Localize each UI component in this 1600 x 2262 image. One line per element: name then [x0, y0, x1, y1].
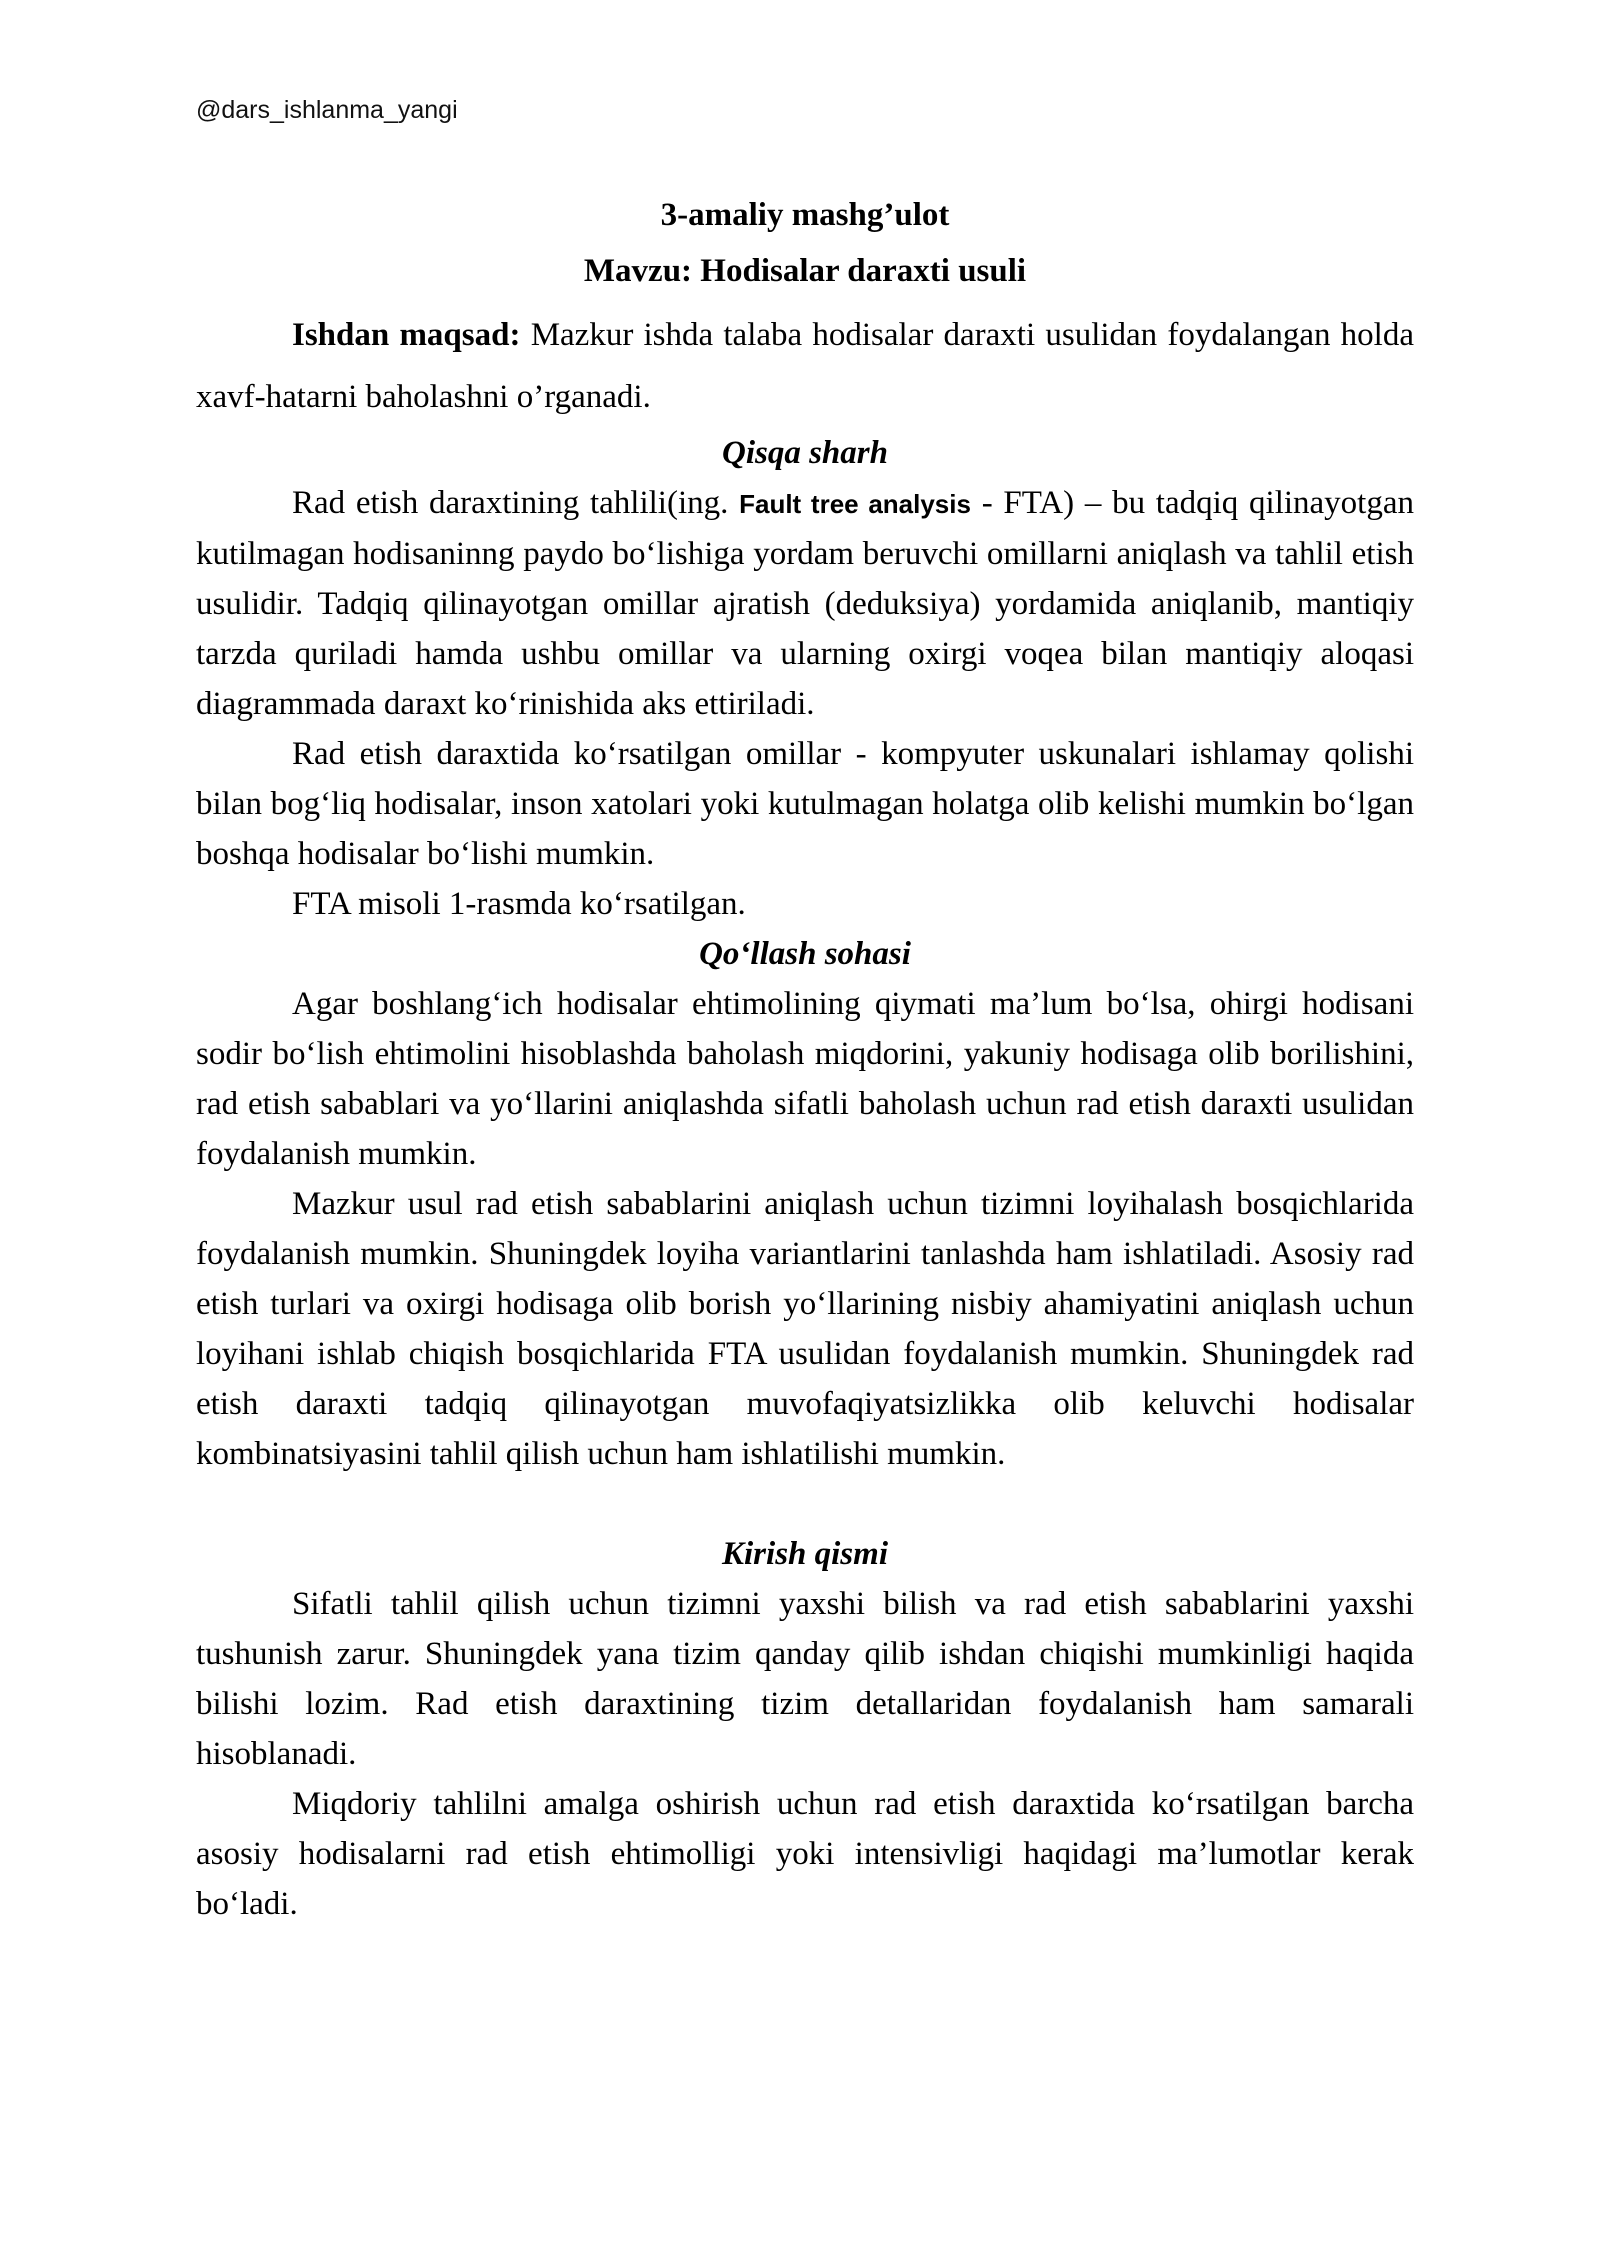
- paragraph: Mazkur usul rad etish sabablarini aniqlash uchun tizimni loyihalash bosqichlarida foydalanish mumkin. Shuningdek loyiha variantlarini tanlashda ham ishlatiladi. Asosiy rad etish turlari va oxirgi hodisaga olib borish yo‘llarining nisbiy ahamiyatini aniqlash uchun loyihani ishlab chiqish bosqichlarida FTA usulidan foydalanish mumkin. Shuningdek rad etish daraxti tadqiq qilinayotgan muvofaqiyatsizlikka olib keluvchi hodisalar kombinatsiyasini tahlil qilish uchun ham ishlatilishi mumkin.: [196, 1186, 1414, 1472]
- goal-label: Ishdan maqsad:: [292, 317, 521, 353]
- paragraph: FTA misoli 1-rasmda ko‘rsatilgan.: [292, 886, 746, 922]
- paragraph: Sifatli tahlil qilish uchun tizimni yaxshi bilish va rad etish sabablarini yaxshi tushunish zarur. Shuningdek yana tizim qanday qilib ishdan chiqishi mumkinligi haqida bilishi lozim. Rad etish daraxtining tizim detallaridan foydalanish ham samarali hisoblanadi.: [196, 1586, 1414, 1772]
- page-subtitle: Mavzu: Hodisalar daraxti usuli: [583, 253, 1027, 289]
- paragraph: Rad etish daraxtida ko‘rsatilgan omillar - kompyuter uskunalari ishlamay qolishi bilan bog‘liq hodisalar, inson xatolari yoki kutulmagan holatga olib kelishi mumkin bo‘lgan boshqa hodisalar bo‘lishi mumkin.: [196, 736, 1414, 872]
- section-heading-qisqa-sharh: Qisqa sharh: [722, 435, 888, 471]
- header-handle: @dars_ishlanma_yangi: [196, 96, 458, 124]
- term-fault-tree-analysis: Fault tree analysis: [739, 489, 971, 519]
- paragraph: Miqdoriy tahlilni amalga oshirish uchun rad etish daraxtida ko‘rsatilgan barcha asosiy hodisalarni rad etish ehtimolligi yoki intensivligi haqidagi ma’lumotlar kerak bo‘ladi.: [196, 1786, 1414, 1922]
- page-title: 3-amaliy mashg’ulot: [660, 197, 950, 233]
- paragraph-text: - FTA) – bu tadqiq qilinayotgan kutilmagan hodisaninng paydo bo‘lishiga yordam beruvchi omillarni aniqlash va tahlil etish usulidir. Tadqiq qilinayotgan omillar ajratish (deduksiya) yordamida aniqlanib, mantiqiy tarzda quriladi hamda ushbu omillar va ularning oxirgi voqea bilan mantiqiy aloqasi diagrammada daraxt ko‘rinishida aks ettiriladi.: [196, 485, 1414, 722]
- section-heading-qollash-sohasi: Qo‘llash sohasi: [699, 936, 911, 972]
- goal-text: Mazkur ishda talaba hodisalar daraxti usulidan foydalangan holda xavf-hatarni baholashni o’rganadi.: [196, 317, 1414, 415]
- paragraph: [196, 478, 1414, 729]
- document-body: [196, 190, 1414, 1929]
- paragraph: Agar boshlang‘ich hodisalar ehtimolining qiymati ma’lum bo‘lsa, ohirgi hodisani sodir bo‘lish ehtimolini hisoblashda baholash miqdorini, yakuniy hodisaga olib borilishini, rad etish sabablari va yo‘llarini aniqlashda sifatli baholash uchun rad etish daraxti usulidan foydalanish mumkin.: [196, 986, 1414, 1172]
- paragraph-text: Rad etish daraxtining tahlili(ing.: [292, 485, 740, 521]
- goal-paragraph: [196, 304, 1414, 428]
- spacer: [196, 1479, 1414, 1529]
- section-heading-kirish-qismi: Kirish qismi: [722, 1536, 888, 1572]
